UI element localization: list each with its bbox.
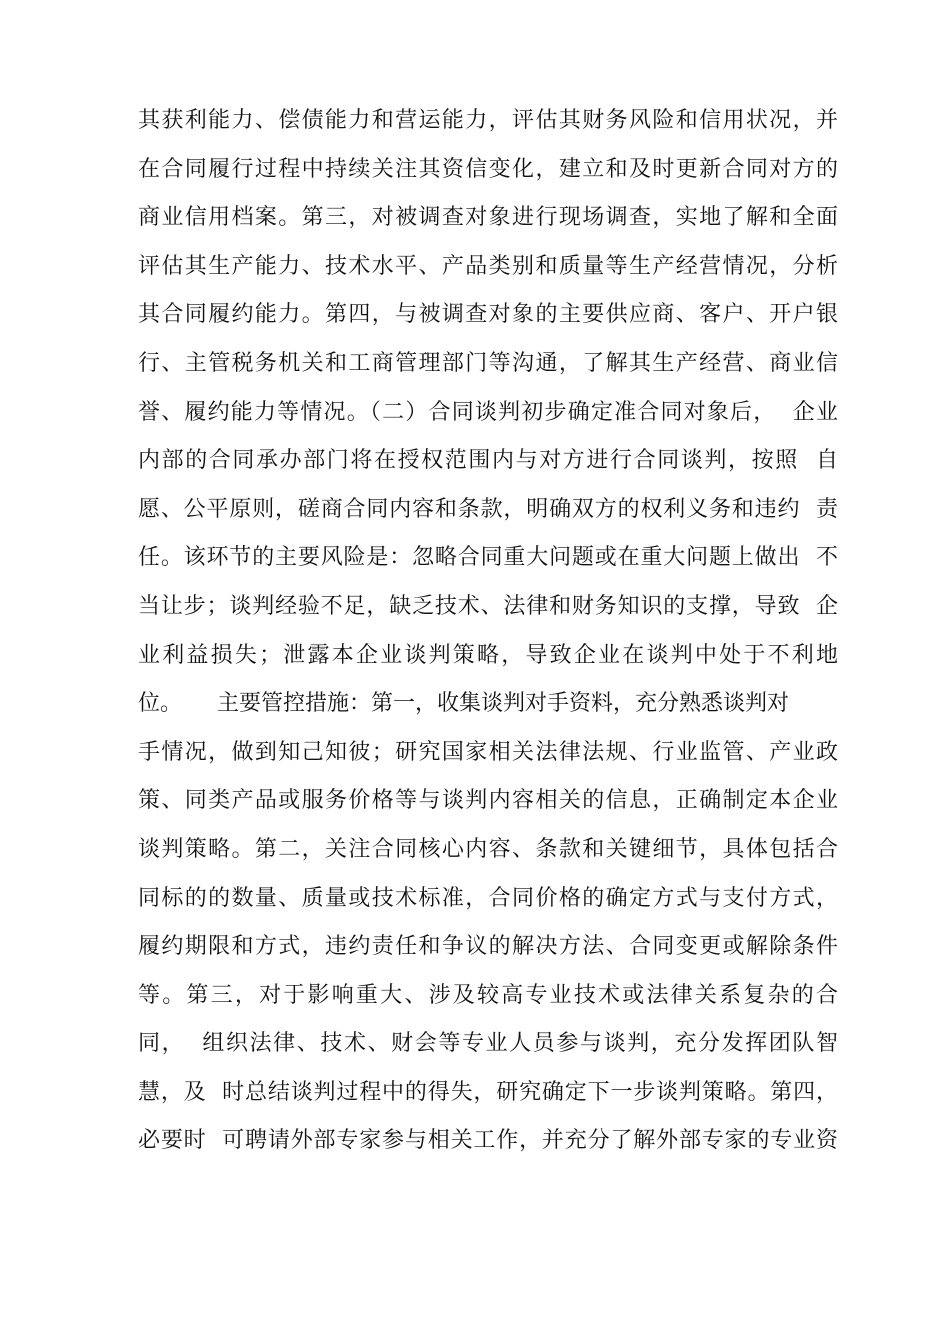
text-line: 商业信用档案。第三，对被调查对象进行现场调查，实地了解和全面 <box>138 205 838 231</box>
text-line: 慧，及 时总结谈判过程中的得失，研究确定下一步谈判策略。第四， <box>138 1079 838 1105</box>
text-line: 誉、履约能力等情况。（二）合同谈判初步确定准合同对象后， 企业 <box>138 399 838 425</box>
text-line: 业利益损失；泄露本企业谈判策略，导致企业在谈判中处于不利地 <box>138 642 838 668</box>
text-line: 愿、公平原则，磋商合同内容和条款，明确双方的权利义务和违约 责 <box>138 496 838 522</box>
text-line: 位。 主要管控措施：第一，收集谈判对手资料，充分熟悉谈判对 <box>138 691 789 717</box>
text-line: 谈判策略。第二，关注合同核心内容、条款和关键细节，具体包括合 <box>138 836 838 862</box>
text-line: 履约期限和方式，违约责任和争议的解决方法、合同变更或解除条件 <box>138 934 838 960</box>
text-line: 其获利能力、偿债能力和营运能力，评估其财务风险和信用状况，并 <box>138 108 838 133</box>
text-line: 当让步；谈判经验不足，缺乏技术、法律和财务知识的支撑，导致 企 <box>138 593 838 619</box>
text-line: 同标的的数量、质量或技术标准，合同价格的确定方式与支付方式， <box>138 885 838 911</box>
text-line: 必要时 可聘请外部专家参与相关工作，并充分了解外部专家的专业资 <box>138 1128 838 1154</box>
text-line: 等。第三，对于影响重大、涉及较高专业技术或法律关系复杂的合 <box>138 982 838 1008</box>
body-text <box>138 97 838 1166</box>
text-line: 评估其生产能力、技术水平、产品类别和质量等生产经营情况，分析 <box>138 253 838 279</box>
text-line: 任。该环节的主要风险是：忽略合同重大问题或在重大问题上做出 不 <box>138 545 838 571</box>
text-line: 其合同履约能力。第四，与被调查对象的主要供应商、客户、开户银 <box>138 302 838 328</box>
text-line: 行、主管税务机关和工商管理部门等沟通，了解其生产经营、商业信 <box>138 350 838 376</box>
text-line: 策、同类产品或服务价格等与谈判内容相关的信息，正确制定本企业 <box>138 788 838 814</box>
text-line: 同， 组织法律、技术、财会等专业人员参与谈判，充分发挥团队智 <box>138 1031 838 1057</box>
text-line: 手情况，做到知己知彼；研究国家相关法律法规、行业监管、产业政 <box>138 739 838 765</box>
text-line: 内部的合同承办部门将在授权范围内与对方进行合同谈判，按照 自 <box>138 448 838 474</box>
text-line: 在合同履行过程中持续关注其资信变化，建立和及时更新合同对方的 <box>138 156 838 182</box>
